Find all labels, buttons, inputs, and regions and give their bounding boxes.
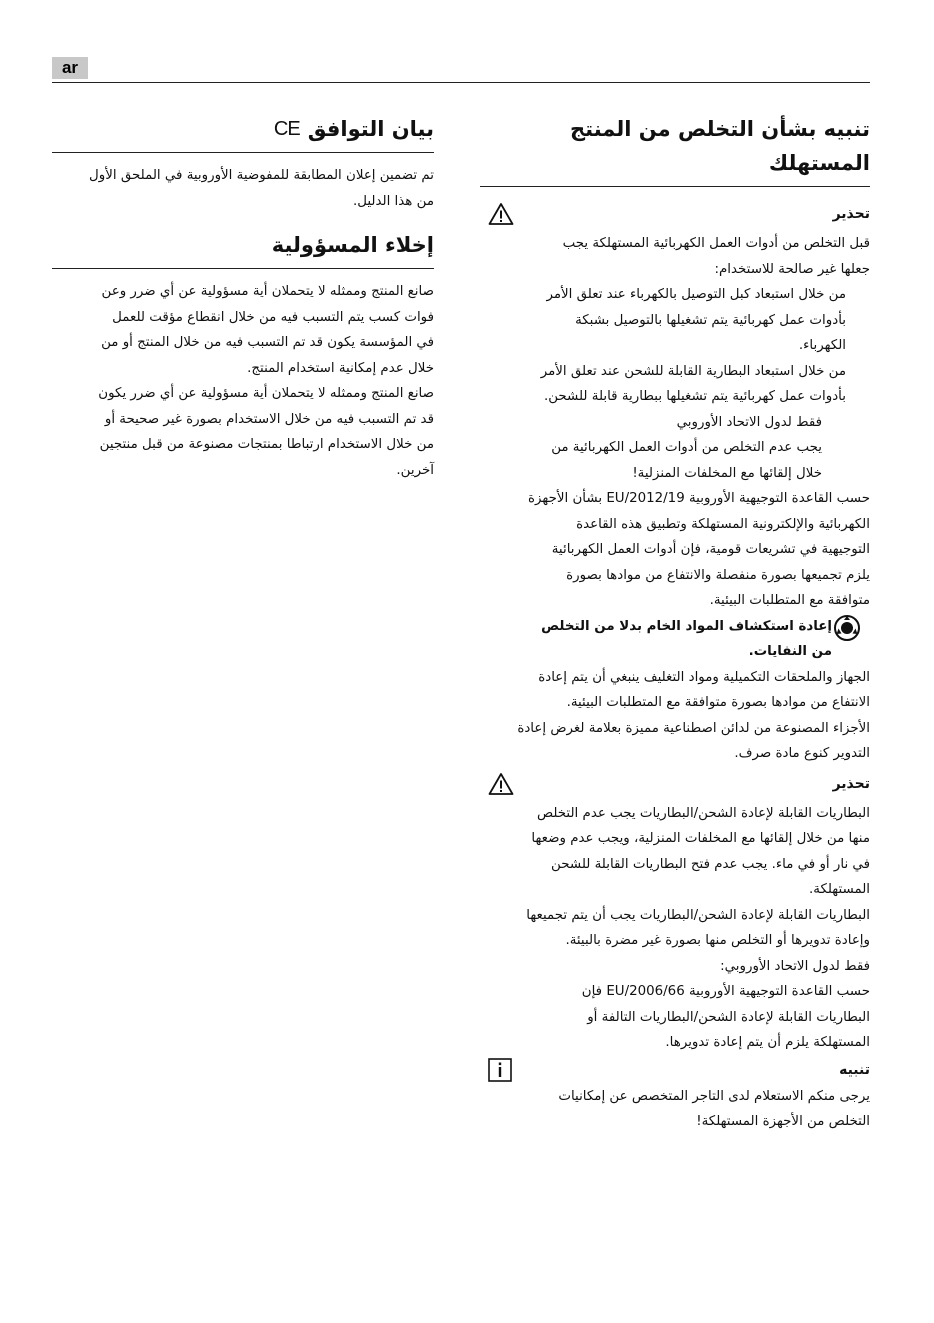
warning-label-2: تحذير xyxy=(832,775,870,792)
warning-heading-2 xyxy=(480,767,870,801)
conformity-title-rule xyxy=(52,152,434,153)
warning1-item-line: بأدوات عمل كهربائية يتم تشغيلها بالتوصيل بشبكة xyxy=(575,312,846,328)
note-label: تنبيه xyxy=(839,1061,870,1078)
recycle-heading-line: من النفايات. xyxy=(748,644,832,659)
conformity-text-line: من هذا الدليل. xyxy=(352,193,434,209)
disposal-section xyxy=(480,112,870,1135)
warning-label-1: تحذير xyxy=(832,206,870,222)
info-icon xyxy=(488,1058,512,1082)
battery-directive-line: حسب القاعدة التوجيهية الأوروبية 2006/66/EU فإن xyxy=(581,984,870,999)
eu-only-line: فقط لدول الاتحاد الأوروبي xyxy=(676,414,822,430)
conformity-title-row xyxy=(52,112,434,152)
disclaimer-text-line: في المؤسسة يكون قد تم التسبب فيه من خلال المنتج أو من xyxy=(101,335,434,350)
warning-triangle-icon xyxy=(488,202,514,226)
disclaimer-text-line: صانع المنتج وممثله لا يتحملان أية مسؤولية عن أي ضرر يكون xyxy=(98,386,434,401)
conformity-text-line: تم تضمين إعلان المطابقة للمفوضية الأوروبية في الملحق الأول xyxy=(89,168,434,183)
recycle-text-line: الانتفاع من موادها بصورة متوافقة مع المتطلبات البيئية. xyxy=(566,695,870,710)
warning1-item-line: من خلال استبعاد كبل التوصيل بالكهرباء عند تعلق الأمر xyxy=(546,287,846,302)
language-tag: ar xyxy=(52,57,88,79)
warning1-item-line: بأدوات عمل كهربائية يتم تشغيلها ببطارية قابلة للشحن. xyxy=(543,389,846,404)
note-heading xyxy=(480,1056,870,1084)
battery-text-line: البطاريات القابلة لإعادة الشحن/البطاريات يجب عدم التخلص xyxy=(536,805,870,821)
battery-text-line: المستهلكة. xyxy=(809,882,870,897)
disclaimer-title: إخلاء المسؤولية xyxy=(271,233,434,257)
recycle-text-line: الأجزاء المصنوعة من لدائن اصطناعية مميزة بعلامة لغرض إعادة xyxy=(517,720,870,736)
directive-line: يلزم تجميعها بصورة منفصلة والانتفاع من موادها بصورة xyxy=(566,567,870,583)
directive-line: الكهربائية والإلكترونية المستهلكة وتطبيق هذه القاعدة xyxy=(576,516,870,532)
battery-text-line: في نار أو في ماء. يجب عدم فتح البطاريات القابلة للشحن xyxy=(551,856,870,872)
recycle-heading xyxy=(480,614,870,665)
recycle-icon xyxy=(832,614,862,642)
disclaimer-title-rule xyxy=(52,268,434,269)
battery-directive-line: المستهلكة يلزم أن يتم إعادة تدويرها. xyxy=(665,1035,870,1050)
ce-mark: CE xyxy=(273,118,300,140)
disclaimer-text-line: صانع المنتج وممثله لا يتحملان أية مسؤولية عن أي ضرر وعن xyxy=(101,284,434,299)
eu-only-line: خلال إلقائها مع المخلفات المنزلية! xyxy=(632,465,822,481)
recycle-text-line: التدوير كنوع مادة صرف. xyxy=(734,746,870,761)
directive-line: حسب القاعدة التوجيهية الأوروبية 2012/19/EU بشأن الأجهزة xyxy=(528,491,870,506)
warning-heading-1 xyxy=(480,197,870,231)
warning1-intro-line: قبل التخلص من أدوات العمل الكهربائية المستهلكة يجب xyxy=(562,236,870,251)
warning1-item-line: الكهرباء. xyxy=(798,338,846,353)
eu-only-line: يجب عدم التخلص من أدوات العمل الكهربائية من xyxy=(551,440,822,455)
disclaimer-text-line: خلال عدم إمكانية استخدام المنتج. xyxy=(247,360,434,376)
warning1-item-line: من خلال استبعاد البطارية القابلة للشحن عند تعلق الأمر xyxy=(540,363,846,379)
eu-only-line: فقط لدول الاتحاد الأوروبي: xyxy=(720,958,870,974)
note-text-line: التخلص من الأجهزة المستهلكة! xyxy=(696,1114,870,1129)
battery-text-line: البطاريات القابلة لإعادة الشحن/البطاريات يجب أن يتم تجميعها xyxy=(526,907,870,923)
disposal-title: تنبيه بشأن التخلص من المنتج المستهلك xyxy=(570,117,870,175)
battery-text-line: وإعادة تدويرها أو التخلص منها بصورة غير مضرة بالبيئة. xyxy=(565,933,870,948)
recycle-heading-line: إعادة استكشاف المواد الخام بدلا من التخلص xyxy=(541,618,832,634)
directive-line: التوجيهية في تشريعات قومية، فإن أدوات العمل الكهربائية xyxy=(551,542,870,557)
recycle-text-line: الجهاز والملحقات التكميلية ومواد التغليف ينبغي أن يتم إعادة xyxy=(538,669,870,685)
directive-line: متوافقة مع المتطلبات البيئية. xyxy=(709,593,870,608)
battery-text-line: منها من خلال إلقائها مع المخلفات المنزلية، ويجب عدم وضعها xyxy=(531,831,870,846)
battery-directive-line: البطاريات القابلة لإعادة الشحن/البطاريات التالفة أو xyxy=(587,1009,870,1025)
disclaimer-text-line: من خلال الاستخدام ارتباطا بمنتجات مصنوعة من قبل منتجين xyxy=(99,437,434,452)
header-rule xyxy=(52,82,870,83)
warning1-intro-line: جعلها غير صالحة للاستخدام: xyxy=(714,261,870,277)
warning-triangle-icon xyxy=(488,772,514,796)
conformity-section xyxy=(52,112,434,483)
disclaimer-text-line: آخرين. xyxy=(396,462,434,478)
disclaimer-text-line: فوات كسب يتم التسبب فيه من خلال انقطاع مؤقت للعمل xyxy=(112,309,434,325)
disclaimer-text-line: قد تم التسبب فيه من خلال الاستخدام بصورة غير صحيحة أو xyxy=(104,411,434,427)
disposal-title-rule xyxy=(480,186,870,187)
note-text-line: يرجى منكم الاستعلام لدى التاجر المتخصص عن إمكانيات xyxy=(558,1088,870,1104)
conformity-title: بيان التوافق xyxy=(307,117,434,141)
